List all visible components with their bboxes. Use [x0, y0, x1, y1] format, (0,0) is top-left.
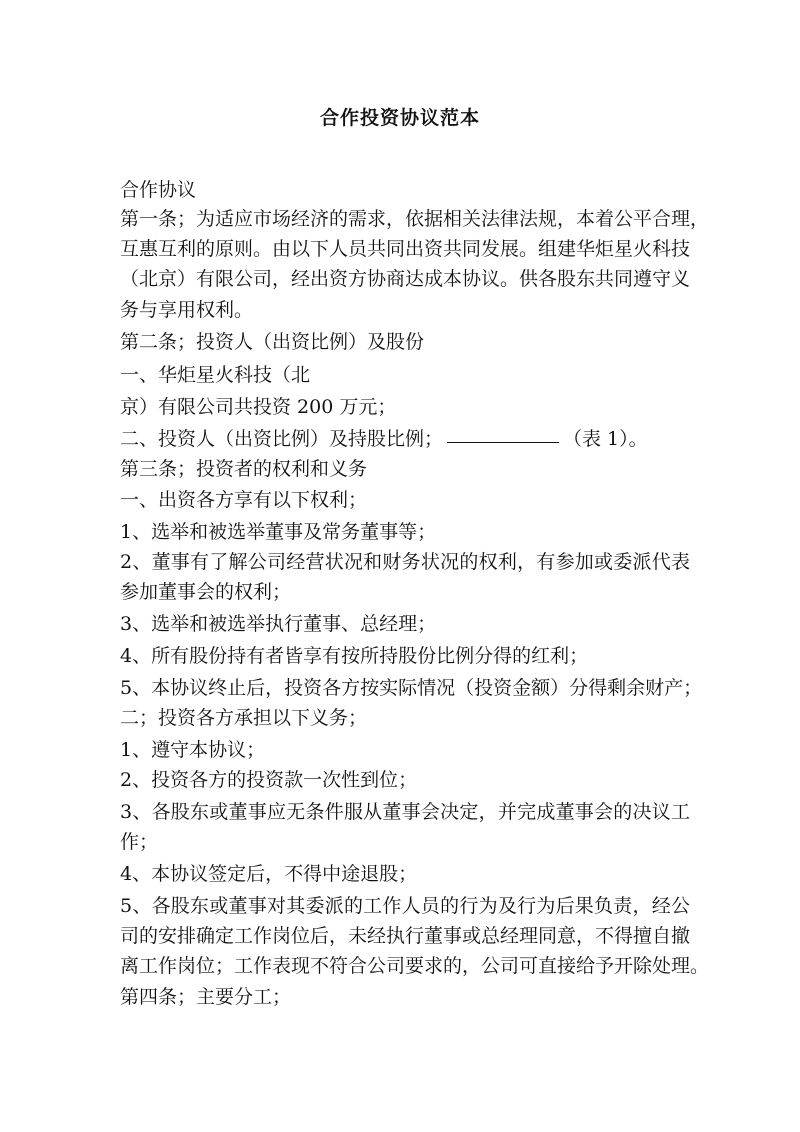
- right-1: 1、选举和被选举董事及常务董事等；: [120, 521, 437, 543]
- duty-3-line2: 作；: [120, 831, 159, 853]
- fill-in-blank: [447, 441, 559, 443]
- article1-line4: 务与享用权利。: [120, 299, 254, 321]
- article2-heading: 第二条；投资人（出资比例）及股份: [120, 331, 425, 353]
- duty-3-line1: 3、各股东或董事应无条件服从董事会决定，并完成董事会的决议工: [120, 801, 690, 823]
- duty-5-line3: 离工作岗位；工作表现不符合公司要求的，公司可直接给予开除处理。: [120, 955, 710, 977]
- duty-5-line1: 5、各股东或董事对其委派的工作人员的行为及行为后果负责，经公: [120, 895, 690, 917]
- article1-line3: （北京）有限公司，经出资方协商达成本协议。供各股东共同遵守义: [120, 268, 691, 290]
- article1-line1: 第一条；为适应市场经济的需求，依据相关法律法规，本着公平合理，: [120, 208, 710, 230]
- document-title: 合作投资协议范本: [319, 107, 480, 129]
- article2-item2: [120, 425, 690, 453]
- article2-item1-line1: 一、华炬星火科技（北: [120, 364, 311, 386]
- right-2-line2: 参加董事会的权利；: [120, 581, 292, 603]
- article4-heading: 第四条；主要分工；: [120, 986, 292, 1008]
- rights-heading: 一、出资各方享有以下权利；: [120, 489, 368, 511]
- duty-4: 4、本协议签定后，不得中途退股；: [120, 863, 418, 885]
- right-2-line1: 2、董事有了解公司经营状况和财务状况的权利，有参加或委派代表: [120, 551, 690, 573]
- agreement-heading: 合作协议: [120, 179, 197, 201]
- article2-item1-line2: 京）有限公司共投资 200 万元；: [120, 396, 397, 418]
- article1-line2: 互惠互利的原则。由以下人员共同出资共同发展。组建华炬星火科技: [120, 238, 691, 260]
- duty-1: 1、遵守本协议；: [120, 739, 266, 761]
- duty-5-line2: 司的安排确定工作岗位后，未经执行董事或总经理同意，不得擅自撤: [120, 925, 691, 947]
- duty-2: 2、投资各方的投资款一次性到位；: [120, 769, 418, 791]
- duties-heading: 二；投资各方承担以下义务；: [120, 707, 368, 729]
- right-4: 4、所有股份持有者皆享有按所持股份比例分得的红利；: [120, 645, 589, 667]
- article2-item2-suffix: （表 1）。: [563, 428, 648, 450]
- right-5: 5、本协议终止后，投资各方按实际情况（投资金额）分得剩余财产；: [120, 677, 703, 699]
- right-3: 3、选举和被选举执行董事、总经理；: [120, 613, 437, 635]
- article2-item2-prefix: 二、投资人（出资比例）及持股比例；: [120, 428, 444, 450]
- article3-heading: 第三条；投资者的权利和义务: [120, 458, 368, 480]
